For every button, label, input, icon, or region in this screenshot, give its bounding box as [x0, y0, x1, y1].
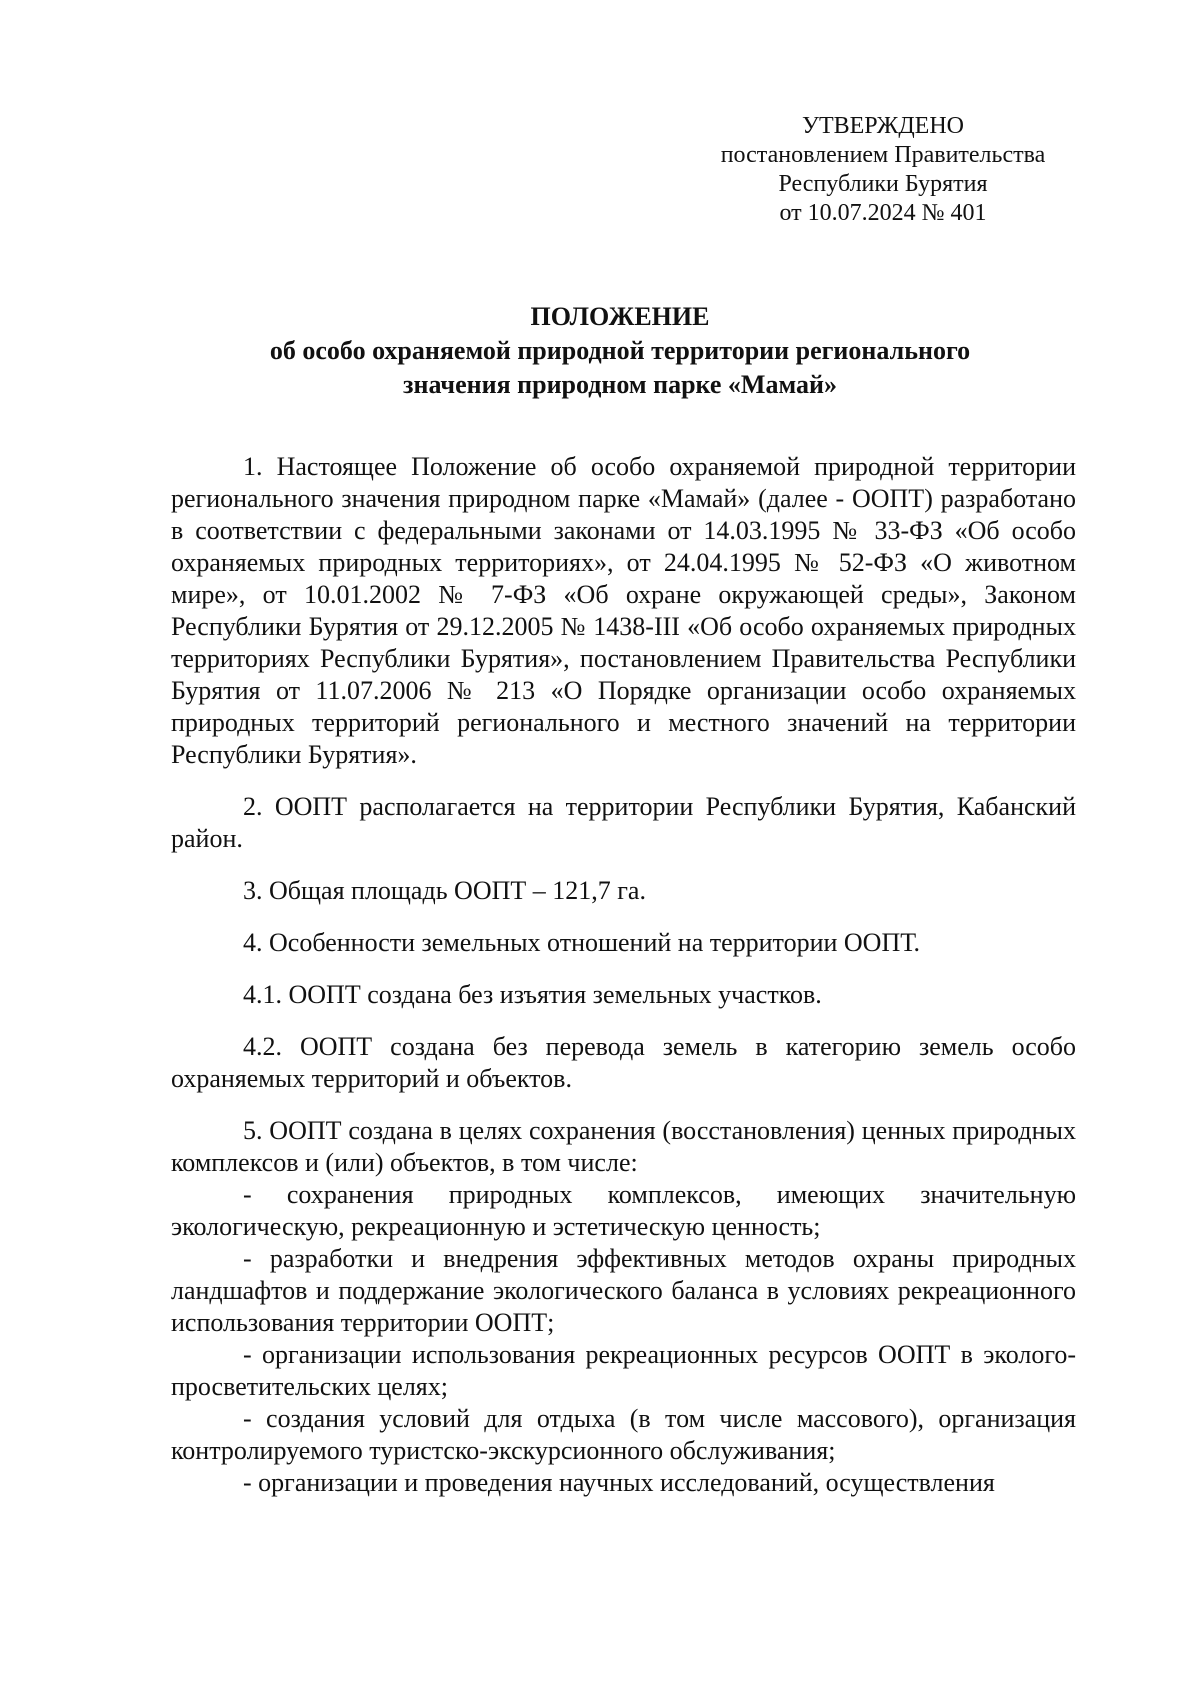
approval-date-number: от 10.07.2024 № 401: [779, 200, 987, 226]
document-body: [171, 451, 1076, 1499]
title-heading: ПОЛОЖЕНИЕ: [530, 302, 710, 331]
paragraph-4-1: 4.1. ООПТ создана без изъятия земельных участков.: [243, 980, 822, 1009]
approval-region: Республики Бурятия: [778, 171, 988, 197]
list-item: - организации использования рекреационных ресурсов ООПТ в эколого-просветительских целях;: [171, 1340, 1076, 1401]
paragraph-1: 1. Настоящее Положение об особо охраняемой природной территории регионального значения природном парке «Мамай» (далее - ООПТ) разработано в соответствии с федеральными законами от 14.03.1995 № 33-ФЗ «Об особо охраняемых природных территориях», от 24.04.1995 № 52-ФЗ «О животном мире», от 10.01.2002 № 7-ФЗ «Об охране окружающей среды», Законом Республики Бурятия от 29.12.2005 № 1438-III «Об особо охраняемых природных территориях Республики Бурятия», постановлением Правительства Республики Бурятия от 11.07.2006 № 213 «О Порядке организации особо охраняемых природных территорий регионального и местного значений на территории Республики Бурятия».: [171, 452, 1076, 769]
approval-authority: постановлением Правительства: [720, 142, 1046, 168]
list-item: - разработки и внедрения эффективных методов охраны природных ландшафтов и поддержание экологического баланса в условиях рекреационного использования территории ООПТ;: [171, 1244, 1076, 1337]
list-item: - сохранения природных комплексов, имеющих значительную экологическую, рекреационную и эстетическую ценность;: [171, 1180, 1076, 1241]
paragraph-5: 5. ООПТ создана в целях сохранения (восстановления) ценных природных комплексов и (или) объектов, в том числе:: [171, 1116, 1076, 1177]
approval-title: УТВЕРЖДЕНО: [801, 113, 965, 139]
document-title: [170, 300, 1070, 402]
paragraph-4: 4. Особенности земельных отношений на территории ООПТ.: [243, 928, 921, 957]
list-item: - создания условий для отдыха (в том числе массового), организация контролируемого туристско-экскурсионного обслуживания;: [171, 1404, 1076, 1465]
paragraph-2: 2. ООПТ располагается на территории Республики Бурятия, Кабанский район.: [171, 792, 1076, 853]
title-subtitle-line-2: значения природном парке «Мамай»: [403, 370, 837, 399]
title-subtitle-line-1: об особо охраняемой природной территории регионального: [269, 336, 971, 365]
paragraph-4-2: 4.2. ООПТ создана без перевода земель в категорию земель особо охраняемых территорий и объектов.: [171, 1032, 1076, 1093]
paragraph-3: 3. Общая площадь ООПТ – 121,7 га.: [243, 876, 646, 905]
list-item: - организации и проведения научных исследований, осуществления: [243, 1468, 995, 1497]
approval-stamp: [718, 112, 1048, 228]
